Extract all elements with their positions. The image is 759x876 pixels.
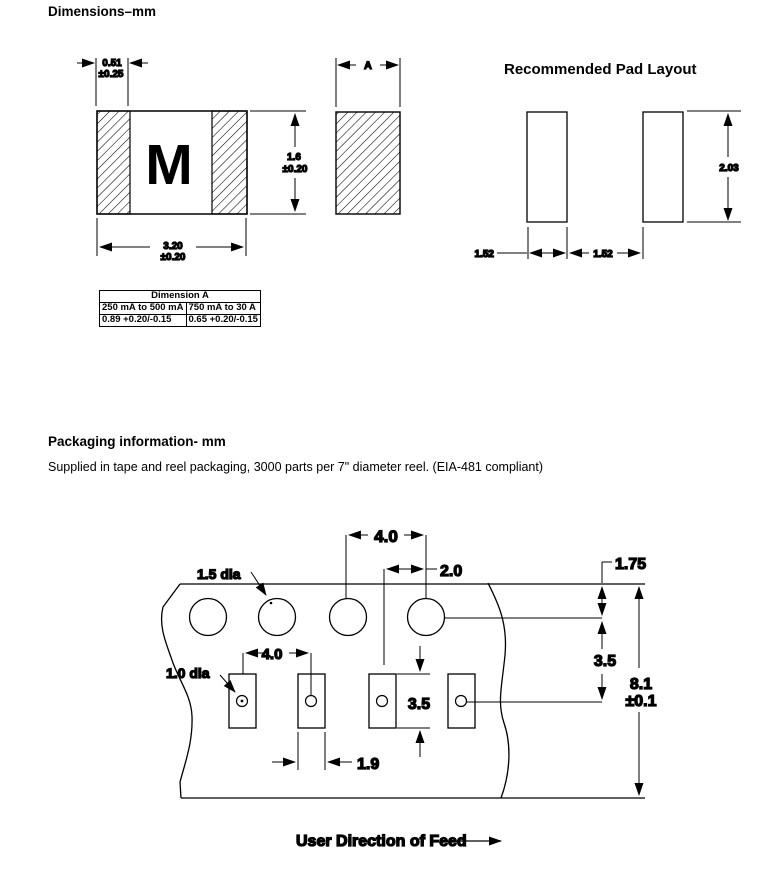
fuse-front-view xyxy=(77,58,308,263)
body-length-value: 3.20 xyxy=(163,241,183,252)
tape-width-value: 8.1 xyxy=(629,676,653,693)
pocket-pitch-value: 4.0 xyxy=(261,646,283,663)
pad-layout-title: Recommended Pad Layout xyxy=(504,61,697,78)
hole-to-center-value: 2.0 xyxy=(440,563,463,580)
pocket-width-dimension xyxy=(272,732,352,770)
pad-gap-value: 1.52 xyxy=(593,249,613,260)
packaging-description: Supplied in tape and reel packaging, 3000 parts per 7" diameter reel. (EIA-481 compliant) xyxy=(48,460,544,474)
sprocket-pitch-value: 4.0 xyxy=(374,527,398,546)
dimensions-heading: Dimensions–mm xyxy=(48,4,157,19)
pad-layout-drawing xyxy=(475,111,741,260)
right-pad xyxy=(643,112,683,222)
pocket-width-value: 1.9 xyxy=(357,756,380,773)
pad-height-value: 2.03 xyxy=(719,163,739,174)
pocket-1-hole-center-dot xyxy=(241,700,244,703)
sprocket-hole-4 xyxy=(408,599,445,636)
body-height-tolerance: ±0.20 xyxy=(282,164,308,175)
pocket-hole-dia-label: 1.0 dia xyxy=(166,665,210,681)
body-length-tolerance: ±0.20 xyxy=(160,252,186,263)
fuse-marking-label: M xyxy=(145,133,193,197)
terminal-width-value: 0.51 xyxy=(102,58,122,69)
edge-to-hole-dimension xyxy=(602,562,612,615)
fuse-right-terminal-hatch xyxy=(212,111,247,214)
pad-width-value: 1.52 xyxy=(474,249,494,260)
pocket-2-hole xyxy=(306,696,317,707)
pocket-4-hole xyxy=(456,696,467,707)
fuse-end-view xyxy=(336,58,400,214)
terminal-width-tolerance: ±0.25 xyxy=(98,69,124,80)
fuse-left-terminal-hatch xyxy=(97,111,130,214)
sprocket-2-center-dot xyxy=(270,602,273,605)
end-view-hatch xyxy=(336,112,400,214)
dimension-a-col-2: 750 mA to 30 A xyxy=(186,302,260,314)
hole-to-pocket-value: 3.5 xyxy=(593,653,617,670)
tape-drawing xyxy=(162,527,657,850)
edge-to-hole-value: 1.75 xyxy=(615,556,647,573)
pocket-length-value: 3.5 xyxy=(407,696,431,713)
body-height-value: 1.6 xyxy=(287,152,301,163)
sprocket-hole-1 xyxy=(190,599,227,636)
dimension-a-table-title: Dimension A xyxy=(100,291,261,303)
dimension-a-val-1: 0.89 +0.20/-0.15 xyxy=(100,314,187,326)
feed-direction-label: User Direction of Feed xyxy=(296,833,467,850)
dimension-a-col-1: 250 mA to 500 mA xyxy=(100,302,187,314)
sprocket-hole-2 xyxy=(259,599,296,636)
left-pad xyxy=(527,112,567,222)
dimension-a-label: A xyxy=(364,60,372,72)
sprocket-hole-dia-label: 1.5 dia xyxy=(197,566,241,582)
pocket-3-hole xyxy=(377,696,388,707)
sprocket-hole-3 xyxy=(330,599,367,636)
dimension-a-val-2: 0.65 +0.20/-0.15 xyxy=(186,314,260,326)
packaging-heading: Packaging information- mm xyxy=(48,434,226,449)
tape-right-torn-edge xyxy=(488,583,509,798)
tape-left-torn-edge xyxy=(162,584,193,798)
tape-width-tolerance: ±0.1 xyxy=(625,693,657,710)
pad-width-dimension xyxy=(497,227,643,259)
